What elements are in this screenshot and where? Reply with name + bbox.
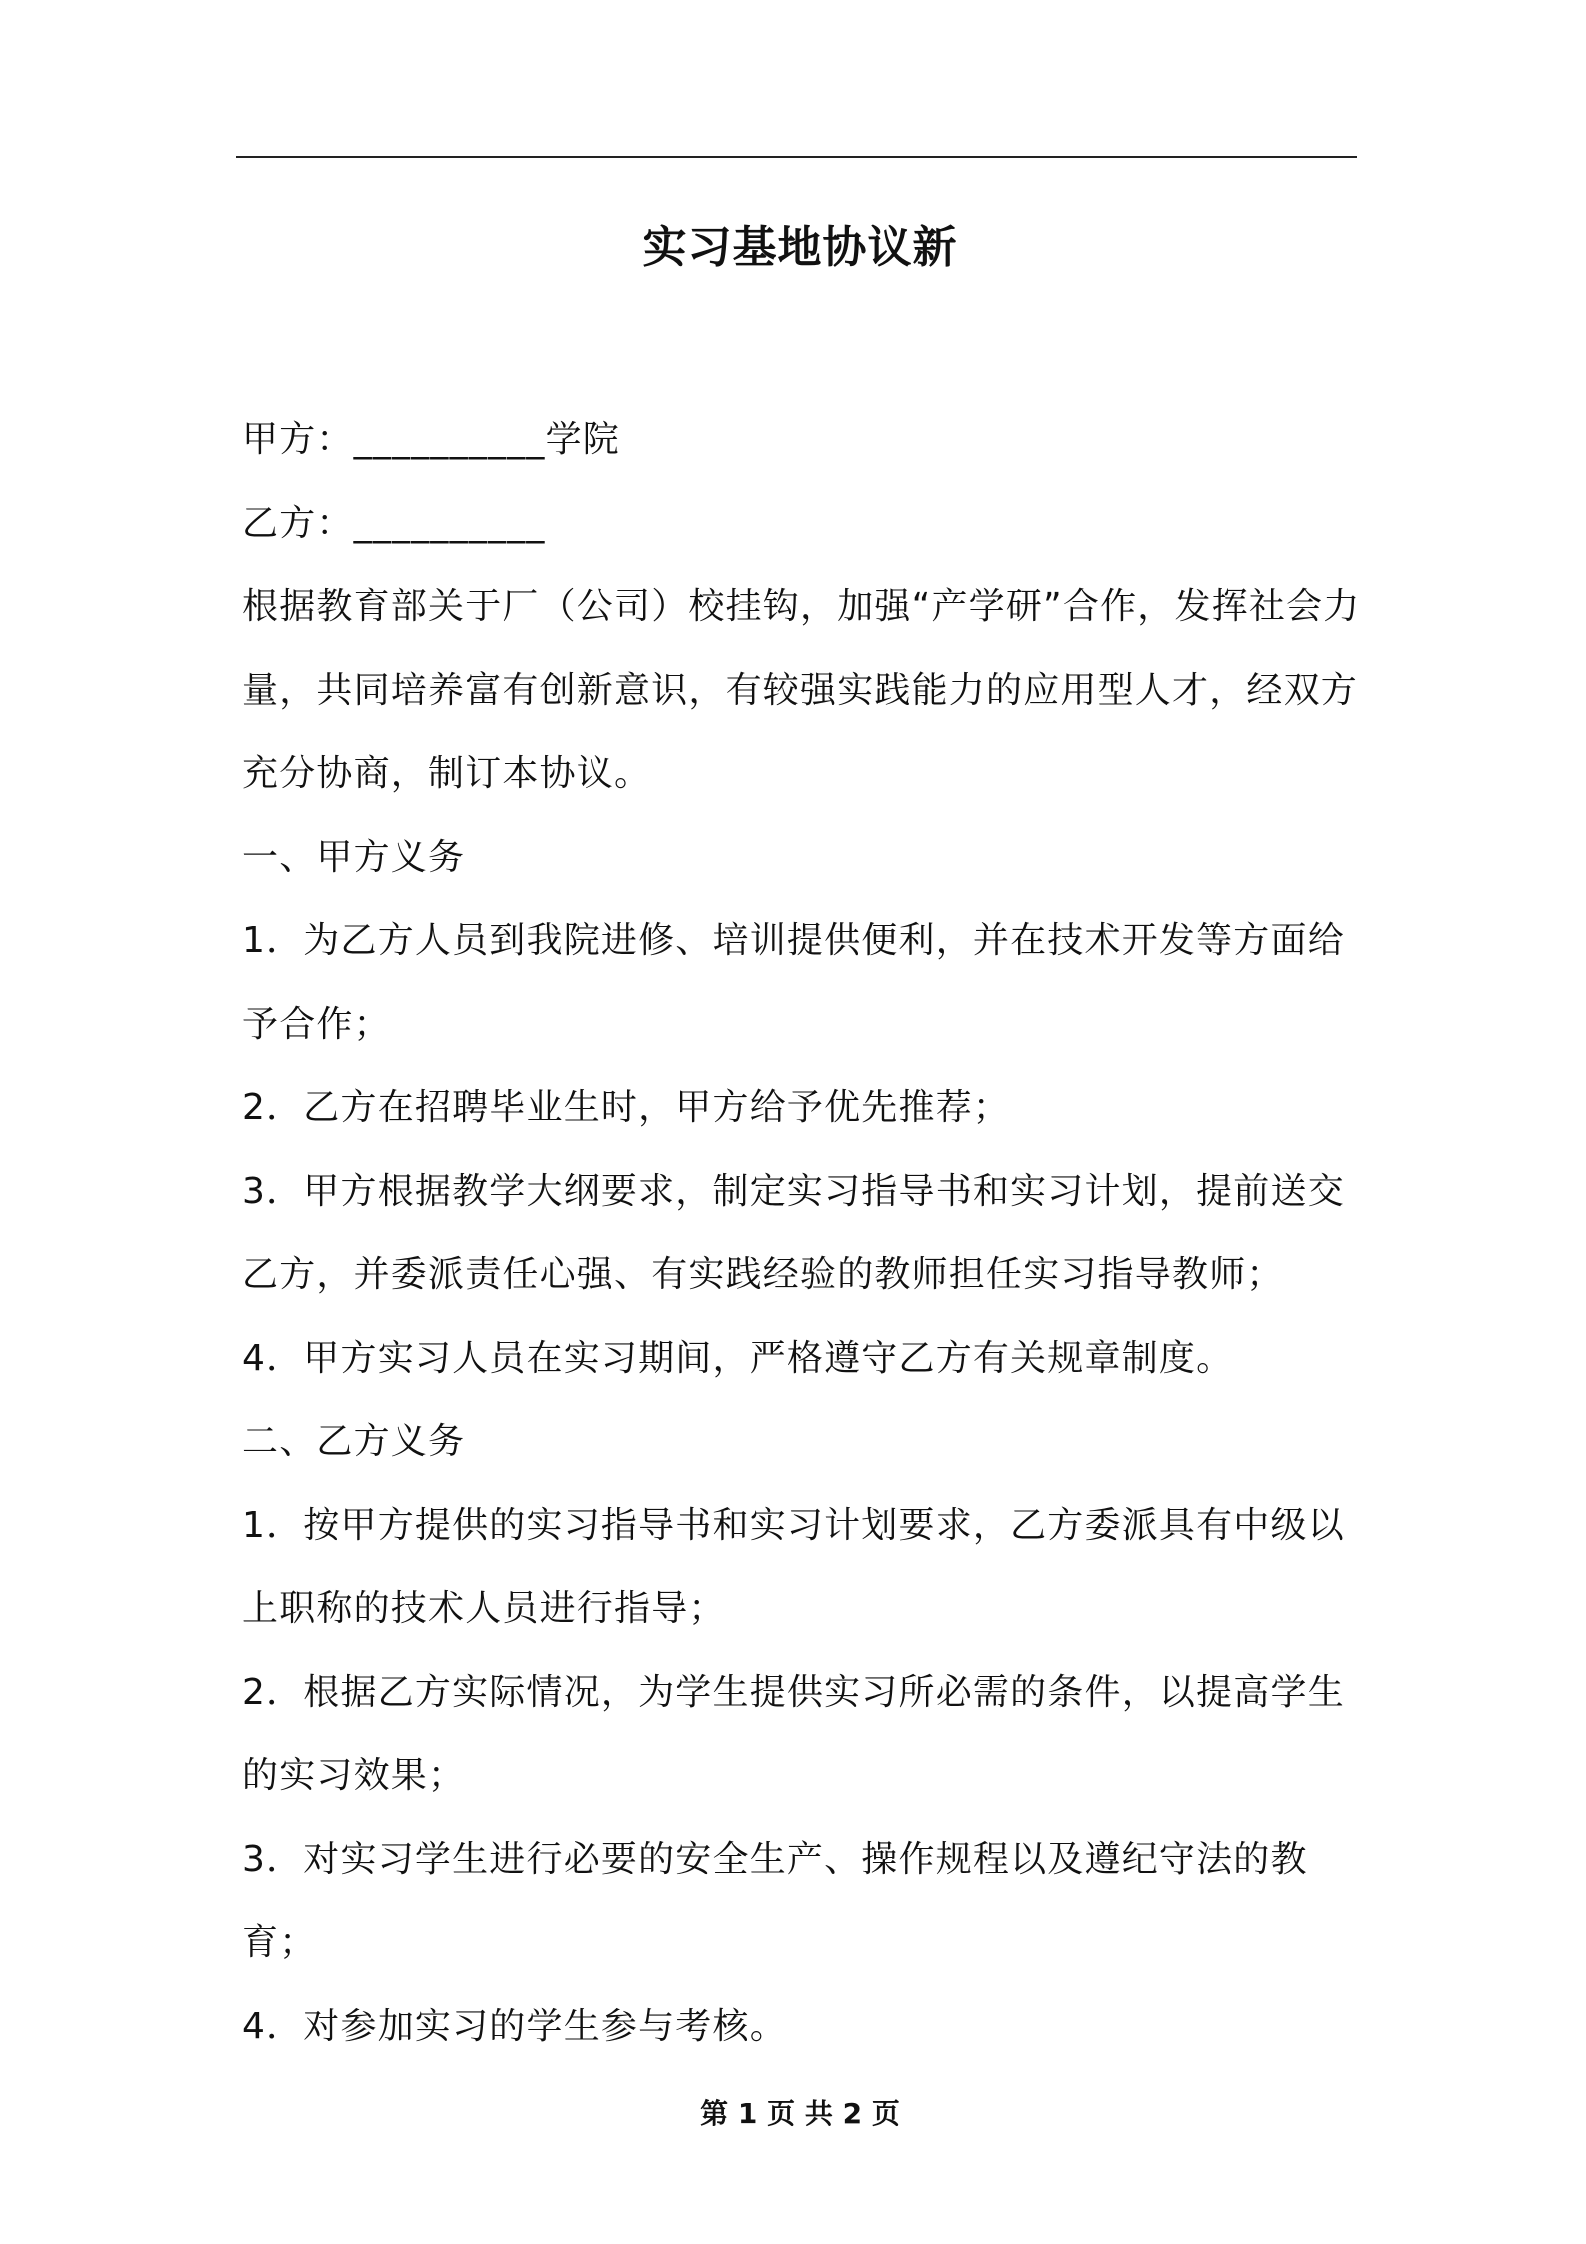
section-two-item-4: 4．对参加实习的学生参与考核。 — [242, 2005, 787, 2047]
document-title: 实习基地协议新 — [642, 222, 958, 273]
section-two-heading: 二、乙方义务 — [242, 1421, 466, 1462]
section-one-item-2: 2．乙方在招聘毕业生时，甲方给予优先推荐； — [242, 1087, 1011, 1128]
intro-paragraph: 根据教育部关于厂（公司）校挂钩，加强“产学研”合作，发挥社会力量，共同培养富有创新意识，有较强实践能力的应用型人才，经双方充分协商，制订本协议。 — [242, 586, 1361, 794]
document-body — [242, 398, 1366, 2068]
section-one-heading: 一、甲方义务 — [242, 836, 466, 878]
section-two-item-1: 1．按甲方提供的实习指导书和实习计划要求，乙方委派具有中级以上职称的技术人员进行指导； — [242, 1504, 1345, 1629]
party-b-line: 乙方：__________ — [242, 502, 546, 544]
header-rule — [236, 156, 1357, 158]
page-footer — [0, 2094, 1586, 2134]
page-number: 第 1 页 共 2 页 — [700, 2097, 900, 2130]
party-a-line: 甲方：__________学院 — [242, 419, 621, 460]
section-one-item-4: 4．甲方实习人员在实习期间，严格遵守乙方有关规章制度。 — [242, 1337, 1234, 1379]
section-one-item-1: 1．为乙方人员到我院进修、培训提供便利，并在技术开发等方面给予合作； — [242, 920, 1345, 1045]
section-one-item-3: 3．甲方根据教学大纲要求，制定实习指导书和实习计划，提前送交乙方，并委派责任心强、有实践经验的教师担任实习指导教师； — [242, 1170, 1345, 1295]
section-two-item-2: 2．根据乙方实际情况，为学生提供实习所必需的条件，以提高学生的实习效果； — [242, 1671, 1345, 1796]
section-two-item-3: 3．对实习学生进行必要的安全生产、操作规程以及遵纪守法的教育； — [242, 1838, 1308, 1963]
